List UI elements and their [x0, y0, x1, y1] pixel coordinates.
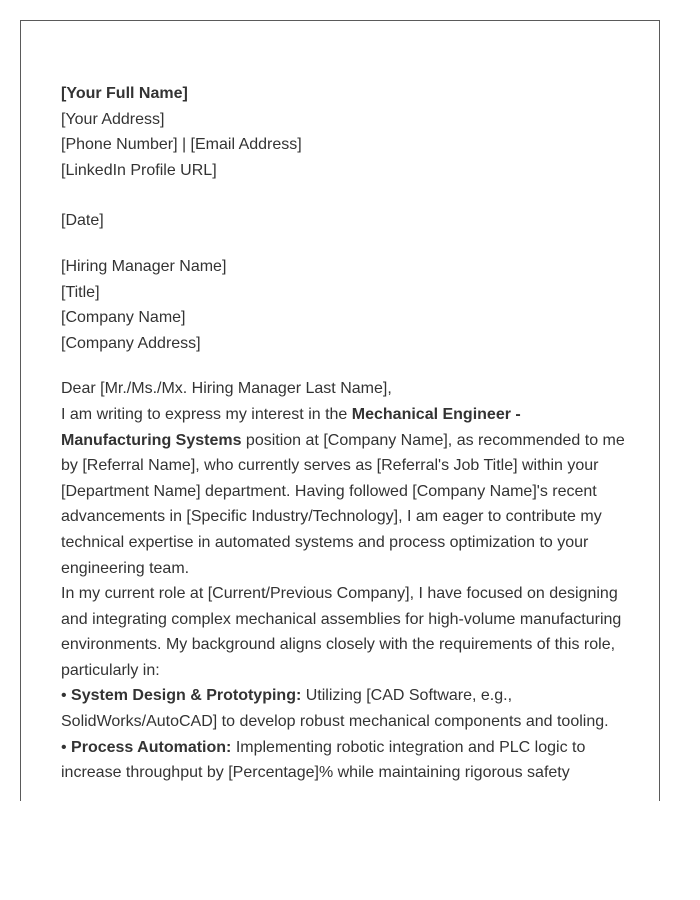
job-title: Mechanical Engineer - Manufacturing Systems — [61, 405, 521, 449]
bullet-text: Utilizing [CAD Software, e.g., SolidWorks/AutoCAD] to develop robust mechanical components and tooling. — [61, 687, 609, 731]
letter-date: [Date] — [61, 212, 104, 230]
bullet-item: • Process Automation: Implementing robotic integration and PLC logic to increase throughput by [Percentage]% while maintaining rigorous safety — [61, 738, 586, 782]
spacer — [61, 234, 626, 254]
sender-name: [Your Full Name] — [61, 85, 188, 102]
bullet-item: • System Design & Prototyping: Utilizing [CAD Software, e.g., SolidWorks/AutoCAD] to develop robust mechanical components and tooling. — [61, 687, 609, 731]
sender-contact: [Phone Number] | [Email Address] — [61, 136, 302, 154]
recipient-name: [Hiring Manager Name] — [61, 257, 227, 275]
bullet-text: Implementing robotic integration and PLC logic to increase throughput by [Percentage]% while maintaining rigorous safety — [61, 738, 586, 782]
paragraph-intro-end: position at [Company Name], as recommended to me by [Referral Name], who currently serves as [Referral's Job Title] within your [Department Name] department. Having followed [Company Name]'s recent advancements in [Specific Industry/Technology], I am eager to contribute my technical expertise in automated systems and process optimization to your engineering team. — [61, 431, 625, 577]
bullet-label: System Design & Prototyping: — [71, 687, 302, 705]
recipient-address: [Company Address] — [61, 334, 201, 352]
spacer — [61, 183, 626, 208]
sender-address: [Your Address] — [61, 110, 165, 128]
paragraph-intro — [61, 402, 626, 581]
paragraph-background: In my current role at [Current/Previous Company], I have focused on designing and integrating complex mechanical assemblies for high-volume manufacturing environments. My background aligns closely with the requirements of this role, particularly in: — [61, 585, 622, 679]
paragraph-intro-start: I am writing to express my interest in the — [61, 405, 352, 423]
salutation: Dear [Mr./Ms./Mx. Hiring Manager Last Name], — [61, 380, 392, 398]
letter-content — [61, 81, 626, 786]
recipient-title: [Title] — [61, 283, 100, 301]
sender-linkedin: [LinkedIn Profile URL] — [61, 161, 217, 179]
bullet-label: Process Automation: — [71, 738, 232, 756]
recipient-company: [Company Name] — [61, 309, 186, 327]
spacer — [61, 356, 626, 376]
letter-page — [20, 20, 660, 801]
